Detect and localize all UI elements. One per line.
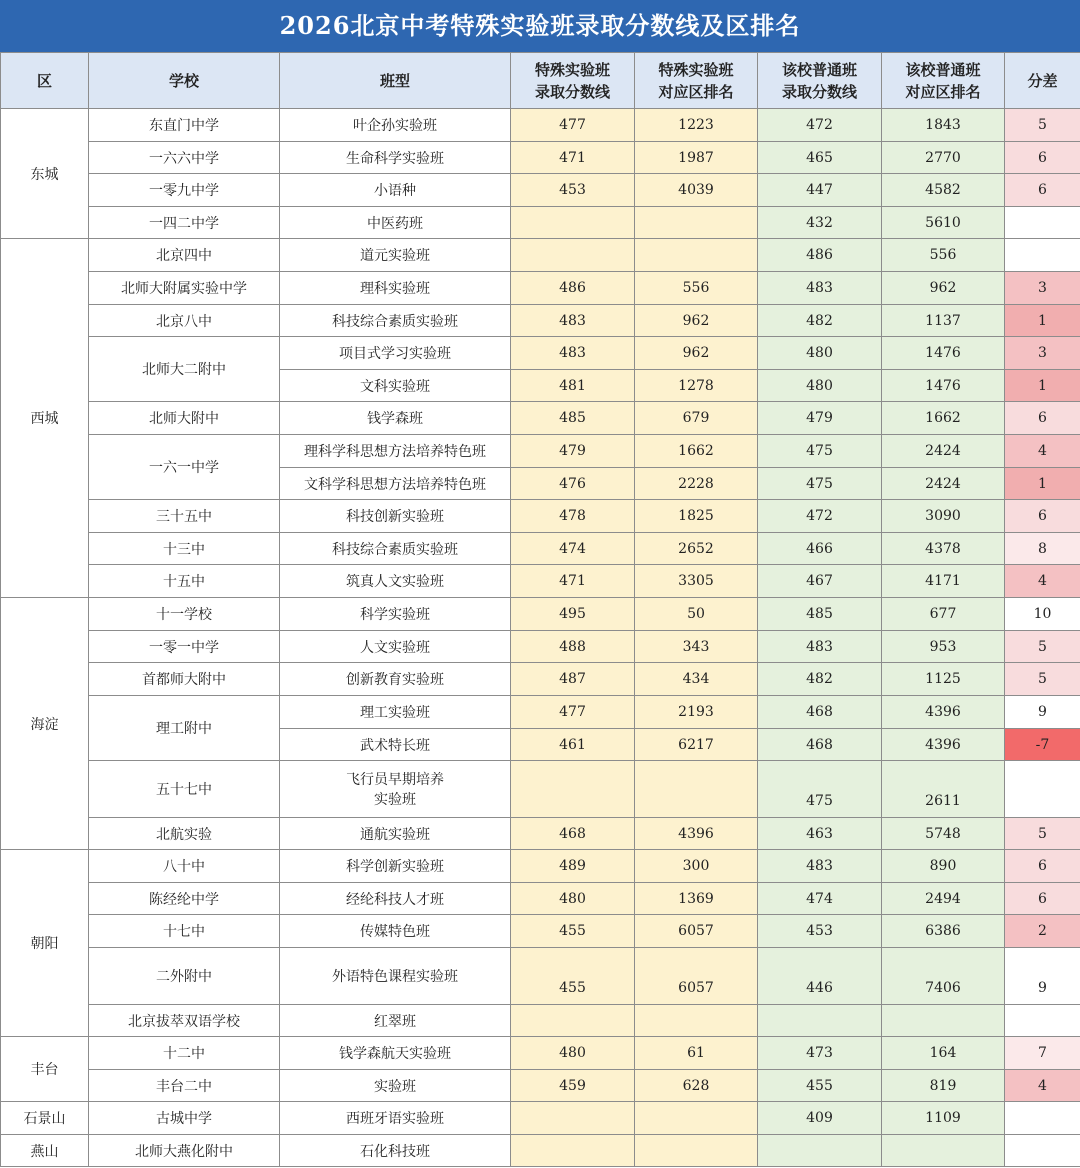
special-rank-cell: 1369: [635, 883, 758, 915]
normal-score-cell: 475: [758, 468, 882, 500]
normal-rank-cell: 7406: [882, 948, 1005, 1005]
normal-score-cell: 474: [758, 883, 882, 915]
diff-cell: 3: [1005, 337, 1080, 370]
header-special-score: 特殊实验班 录取分数线: [511, 53, 635, 109]
table-row: [1, 696, 1080, 729]
diff-cell: 6: [1005, 500, 1080, 533]
table-row: [1, 598, 1080, 631]
diff-cell: 5: [1005, 818, 1080, 850]
class-type-cell: 理科实验班: [280, 272, 511, 305]
special-rank-cell: 556: [635, 272, 758, 305]
diff-cell: 6: [1005, 883, 1080, 915]
special-score-cell: 474: [511, 533, 635, 565]
normal-rank-cell: [882, 1005, 1005, 1037]
table-row: [1, 1037, 1080, 1070]
class-type-cell: 通航实验班: [280, 818, 511, 850]
normal-rank-cell: 6386: [882, 915, 1005, 948]
table-row: [1, 207, 1080, 239]
header-row: [1, 53, 1080, 109]
table-row: [1, 435, 1080, 468]
special-score-cell: 479: [511, 435, 635, 468]
special-score-cell: 483: [511, 337, 635, 370]
school-cell: 五十七中: [89, 761, 280, 818]
class-type-cell: 筑真人文实验班: [280, 565, 511, 598]
diff-cell: 3: [1005, 272, 1080, 305]
special-score-cell: 487: [511, 663, 635, 696]
diff-cell: 10: [1005, 598, 1080, 631]
special-rank-cell: [635, 1005, 758, 1037]
special-score-cell: 480: [511, 883, 635, 915]
diff-cell: [1005, 1135, 1080, 1167]
class-type-cell: 西班牙语实验班: [280, 1102, 511, 1135]
normal-rank-cell: 1843: [882, 109, 1005, 142]
diff-cell: [1005, 207, 1080, 239]
normal-score-cell: 465: [758, 142, 882, 174]
table-row: [1, 761, 1080, 818]
normal-rank-cell: 2611: [882, 761, 1005, 818]
normal-score-cell: 468: [758, 729, 882, 761]
header-class-type: 班型: [280, 53, 511, 109]
diff-cell: 2: [1005, 915, 1080, 948]
district-cell: 海淀: [1, 598, 89, 850]
normal-rank-cell: 1125: [882, 663, 1005, 696]
school-cell: 东直门中学: [89, 109, 280, 142]
school-cell: 陈经纶中学: [89, 883, 280, 915]
special-score-cell: 471: [511, 142, 635, 174]
normal-rank-cell: 3090: [882, 500, 1005, 533]
normal-score-cell: 483: [758, 850, 882, 883]
diff-cell: [1005, 1102, 1080, 1135]
district-cell: 东城: [1, 109, 89, 239]
class-type-cell: 中医药班: [280, 207, 511, 239]
diff-cell: 7: [1005, 1037, 1080, 1070]
special-rank-cell: [635, 239, 758, 272]
class-type-cell: 石化科技班: [280, 1135, 511, 1167]
normal-rank-cell: 819: [882, 1070, 1005, 1102]
special-score-cell: 488: [511, 631, 635, 663]
table-row: [1, 109, 1080, 142]
district-cell: 朝阳: [1, 850, 89, 1037]
school-cell: 理工附中: [89, 696, 280, 761]
normal-rank-cell: 2494: [882, 883, 1005, 915]
special-score-cell: 483: [511, 305, 635, 337]
normal-rank-cell: 1662: [882, 402, 1005, 435]
special-rank-cell: 2228: [635, 468, 758, 500]
header-special-rank: 特殊实验班 对应区排名: [635, 53, 758, 109]
normal-rank-cell: 890: [882, 850, 1005, 883]
special-rank-cell: 628: [635, 1070, 758, 1102]
special-score-cell: 485: [511, 402, 635, 435]
class-type-cell: 红翠班: [280, 1005, 511, 1037]
diff-cell: 9: [1005, 948, 1080, 1005]
header-normal-rank: 该校普通班 对应区排名: [882, 53, 1005, 109]
table-row: [1, 818, 1080, 850]
special-score-cell: [511, 239, 635, 272]
special-score-cell: 480: [511, 1037, 635, 1070]
normal-score-cell: 480: [758, 337, 882, 370]
special-rank-cell: 6217: [635, 729, 758, 761]
district-cell: 石景山: [1, 1102, 89, 1135]
header-normal-score: 该校普通班 录取分数线: [758, 53, 882, 109]
school-cell: 北师大燕化附中: [89, 1135, 280, 1167]
class-type-cell: 科技创新实验班: [280, 500, 511, 533]
normal-score-cell: 482: [758, 663, 882, 696]
school-cell: 北师大二附中: [89, 337, 280, 402]
normal-score-cell: 483: [758, 272, 882, 305]
normal-rank-cell: 1137: [882, 305, 1005, 337]
class-type-cell: 创新教育实验班: [280, 663, 511, 696]
special-score-cell: 453: [511, 174, 635, 207]
normal-rank-cell: 4396: [882, 729, 1005, 761]
school-cell: 十一学校: [89, 598, 280, 631]
table-row: [1, 174, 1080, 207]
normal-score-cell: 409: [758, 1102, 882, 1135]
normal-score-cell: 466: [758, 533, 882, 565]
special-rank-cell: 2652: [635, 533, 758, 565]
diff-cell: 1: [1005, 370, 1080, 402]
school-cell: 一零九中学: [89, 174, 280, 207]
table-row: [1, 1005, 1080, 1037]
table-row: [1, 1102, 1080, 1135]
diff-cell: [1005, 761, 1080, 818]
class-type-cell: 传媒特色班: [280, 915, 511, 948]
table-row: [1, 631, 1080, 663]
normal-score-cell: 472: [758, 500, 882, 533]
class-type-cell: 人文实验班: [280, 631, 511, 663]
normal-score-cell: 453: [758, 915, 882, 948]
class-type-cell: 实验班: [280, 1070, 511, 1102]
school-cell: 一六六中学: [89, 142, 280, 174]
special-rank-cell: 1223: [635, 109, 758, 142]
diff-cell: 6: [1005, 174, 1080, 207]
district-cell: 燕山: [1, 1135, 89, 1167]
school-cell: 十五中: [89, 565, 280, 598]
class-type-cell: 钱学森航天实验班: [280, 1037, 511, 1070]
class-type-cell: 道元实验班: [280, 239, 511, 272]
normal-rank-cell: 4396: [882, 696, 1005, 729]
admission-table: [0, 52, 1080, 1167]
table-row: [1, 565, 1080, 598]
special-rank-cell: 434: [635, 663, 758, 696]
special-rank-cell: 679: [635, 402, 758, 435]
table-row: [1, 337, 1080, 370]
special-score-cell: 489: [511, 850, 635, 883]
special-score-cell: 471: [511, 565, 635, 598]
class-type-cell: 外语特色课程实验班: [280, 948, 511, 1005]
school-cell: 北师大附属实验中学: [89, 272, 280, 305]
district-cell: 西城: [1, 239, 89, 598]
class-type-cell: 文科实验班: [280, 370, 511, 402]
normal-score-cell: 447: [758, 174, 882, 207]
diff-cell: 4: [1005, 435, 1080, 468]
special-rank-cell: 300: [635, 850, 758, 883]
class-type-cell: 飞行员早期培养 实验班: [280, 761, 511, 818]
special-rank-cell: 4396: [635, 818, 758, 850]
special-rank-cell: 6057: [635, 948, 758, 1005]
normal-rank-cell: 953: [882, 631, 1005, 663]
normal-score-cell: 480: [758, 370, 882, 402]
special-rank-cell: 1987: [635, 142, 758, 174]
diff-cell: 4: [1005, 565, 1080, 598]
school-cell: 北京八中: [89, 305, 280, 337]
diff-cell: 5: [1005, 631, 1080, 663]
class-type-cell: 文科学科思想方法培养特色班: [280, 468, 511, 500]
class-type-cell: 叶企孙实验班: [280, 109, 511, 142]
school-cell: 十三中: [89, 533, 280, 565]
class-type-cell: 科学创新实验班: [280, 850, 511, 883]
normal-score-cell: 472: [758, 109, 882, 142]
table-row: [1, 850, 1080, 883]
normal-score-cell: 475: [758, 761, 882, 818]
special-score-cell: [511, 1102, 635, 1135]
school-cell: 北京四中: [89, 239, 280, 272]
school-cell: 北师大附中: [89, 402, 280, 435]
class-type-cell: 科技综合素质实验班: [280, 533, 511, 565]
header-district: 区: [1, 53, 89, 109]
special-score-cell: 477: [511, 109, 635, 142]
normal-score-cell: 486: [758, 239, 882, 272]
special-rank-cell: 50: [635, 598, 758, 631]
normal-score-cell: [758, 1135, 882, 1167]
diff-cell: 1: [1005, 305, 1080, 337]
special-score-cell: [511, 1005, 635, 1037]
normal-score-cell: 432: [758, 207, 882, 239]
normal-rank-cell: 677: [882, 598, 1005, 631]
diff-cell: [1005, 239, 1080, 272]
normal-score-cell: [758, 1005, 882, 1037]
table-row: [1, 272, 1080, 305]
school-cell: 八十中: [89, 850, 280, 883]
district-cell: 丰台: [1, 1037, 89, 1102]
special-score-cell: 468: [511, 818, 635, 850]
normal-rank-cell: 4171: [882, 565, 1005, 598]
normal-rank-cell: 1109: [882, 1102, 1005, 1135]
diff-cell: [1005, 1005, 1080, 1037]
special-score-cell: 495: [511, 598, 635, 631]
school-cell: 丰台二中: [89, 1070, 280, 1102]
normal-rank-cell: 5610: [882, 207, 1005, 239]
special-rank-cell: 6057: [635, 915, 758, 948]
diff-cell: 6: [1005, 850, 1080, 883]
school-cell: 一四二中学: [89, 207, 280, 239]
special-score-cell: [511, 1135, 635, 1167]
table-row: [1, 500, 1080, 533]
special-score-cell: 455: [511, 948, 635, 1005]
special-score-cell: 461: [511, 729, 635, 761]
normal-score-cell: 479: [758, 402, 882, 435]
normal-rank-cell: 4378: [882, 533, 1005, 565]
normal-score-cell: 446: [758, 948, 882, 1005]
special-score-cell: 459: [511, 1070, 635, 1102]
special-rank-cell: 343: [635, 631, 758, 663]
class-type-cell: 武术特长班: [280, 729, 511, 761]
school-cell: 二外附中: [89, 948, 280, 1005]
normal-score-cell: 485: [758, 598, 882, 631]
normal-score-cell: 482: [758, 305, 882, 337]
class-type-cell: 钱学森班: [280, 402, 511, 435]
normal-rank-cell: 164: [882, 1037, 1005, 1070]
diff-cell: 1: [1005, 468, 1080, 500]
table-row: [1, 915, 1080, 948]
special-rank-cell: 61: [635, 1037, 758, 1070]
diff-cell: 9: [1005, 696, 1080, 729]
class-type-cell: 项目式学习实验班: [280, 337, 511, 370]
table-row: [1, 305, 1080, 337]
special-rank-cell: 1662: [635, 435, 758, 468]
normal-score-cell: 455: [758, 1070, 882, 1102]
diff-cell: 4: [1005, 1070, 1080, 1102]
normal-score-cell: 467: [758, 565, 882, 598]
normal-score-cell: 468: [758, 696, 882, 729]
class-type-cell: 科学实验班: [280, 598, 511, 631]
class-type-cell: 科技综合素质实验班: [280, 305, 511, 337]
normal-rank-cell: [882, 1135, 1005, 1167]
class-type-cell: 小语种: [280, 174, 511, 207]
normal-rank-cell: 2424: [882, 435, 1005, 468]
normal-rank-cell: 4582: [882, 174, 1005, 207]
table-row: [1, 663, 1080, 696]
table-row: [1, 142, 1080, 174]
diff-cell: -7: [1005, 729, 1080, 761]
special-rank-cell: [635, 1135, 758, 1167]
school-cell: 一六一中学: [89, 435, 280, 500]
table-row: [1, 533, 1080, 565]
school-cell: 三十五中: [89, 500, 280, 533]
school-cell: 十二中: [89, 1037, 280, 1070]
table-row: [1, 948, 1080, 1005]
diff-cell: 8: [1005, 533, 1080, 565]
header-diff: 分差: [1005, 53, 1080, 109]
normal-score-cell: 473: [758, 1037, 882, 1070]
normal-rank-cell: 556: [882, 239, 1005, 272]
special-rank-cell: 962: [635, 337, 758, 370]
diff-cell: 5: [1005, 663, 1080, 696]
special-rank-cell: 4039: [635, 174, 758, 207]
normal-score-cell: 463: [758, 818, 882, 850]
normal-rank-cell: 1476: [882, 370, 1005, 402]
header-school: 学校: [89, 53, 280, 109]
special-rank-cell: 1278: [635, 370, 758, 402]
special-score-cell: 476: [511, 468, 635, 500]
school-cell: 十七中: [89, 915, 280, 948]
normal-rank-cell: 1476: [882, 337, 1005, 370]
diff-cell: 5: [1005, 109, 1080, 142]
school-cell: 首都师大附中: [89, 663, 280, 696]
table-row: [1, 883, 1080, 915]
special-score-cell: [511, 761, 635, 818]
special-score-cell: 455: [511, 915, 635, 948]
class-type-cell: 经纶科技人才班: [280, 883, 511, 915]
page-title: 2026北京中考特殊实验班录取分数线及区排名: [0, 0, 1080, 52]
normal-rank-cell: 5748: [882, 818, 1005, 850]
school-cell: 古城中学: [89, 1102, 280, 1135]
diff-cell: 6: [1005, 402, 1080, 435]
special-rank-cell: 2193: [635, 696, 758, 729]
table-body: [1, 109, 1080, 1167]
special-score-cell: 477: [511, 696, 635, 729]
normal-rank-cell: 2770: [882, 142, 1005, 174]
special-rank-cell: [635, 207, 758, 239]
table-row: [1, 402, 1080, 435]
class-type-cell: 生命科学实验班: [280, 142, 511, 174]
special-rank-cell: 962: [635, 305, 758, 337]
class-type-cell: 理科学科思想方法培养特色班: [280, 435, 511, 468]
table-row: [1, 239, 1080, 272]
special-rank-cell: 1825: [635, 500, 758, 533]
special-rank-cell: 3305: [635, 565, 758, 598]
normal-score-cell: 483: [758, 631, 882, 663]
table-row: [1, 1135, 1080, 1167]
special-score-cell: 478: [511, 500, 635, 533]
special-rank-cell: [635, 1102, 758, 1135]
special-score-cell: 486: [511, 272, 635, 305]
special-score-cell: 481: [511, 370, 635, 402]
table-row: [1, 1070, 1080, 1102]
special-score-cell: [511, 207, 635, 239]
school-cell: 一零一中学: [89, 631, 280, 663]
normal-rank-cell: 962: [882, 272, 1005, 305]
normal-rank-cell: 2424: [882, 468, 1005, 500]
class-type-cell: 理工实验班: [280, 696, 511, 729]
special-rank-cell: [635, 761, 758, 818]
normal-score-cell: 475: [758, 435, 882, 468]
diff-cell: 6: [1005, 142, 1080, 174]
school-cell: 北京拔萃双语学校: [89, 1005, 280, 1037]
school-cell: 北航实验: [89, 818, 280, 850]
